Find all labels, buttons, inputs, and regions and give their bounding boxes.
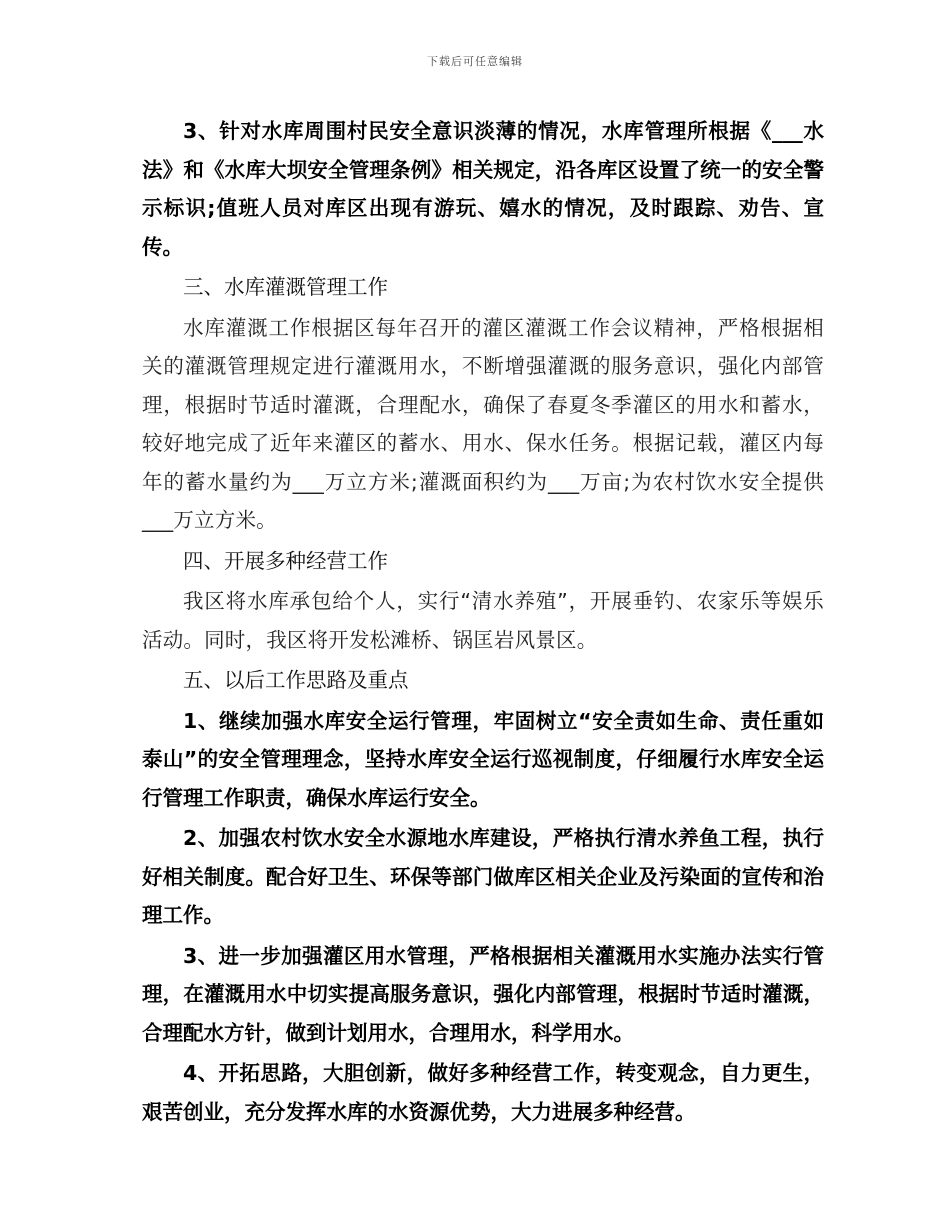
paragraph-irrigation-management: 水库灌溉工作根据区每年召开的灌区灌溉工作会议精神，严格根据相关的灌溉管理规定进行灌溉用水，不断增强灌溉的服务意识，强化内部管理，根据时节适时灌溉，合理配水，确保了春夏冬季灌区的用水和蓄水，较好地完成了近年来灌区的蓄水、用水、保水任务。根据记载，灌区内每年的蓄水量约为___万立方米;灌溉面积约为___万亩;为农村饮水安全提供___万立方米。 <box>142 315 824 532</box>
document-body <box>142 112 824 1133</box>
header-note: 下载后可任意编辑 <box>427 55 523 68</box>
paragraph-item-3-irrigation: 3、进一步加强灌区用水管理，严格根据相关灌溉用水实施办法实行管理，在灌溉用水中切实提高服务意识，强化内部管理，根据时节适时灌溉，合理配水方针，做到计划用水，合理用水，科学用水。 <box>142 943 824 1045</box>
paragraph-item-1-safety: 1、继续加强水库安全运行管理，牢固树立“安全责如生命、责任重如泰山”的安全管理理念，坚持水库安全运行巡视制度，仔细履行水库安全运行管理工作职责，确保水库运行安全。 <box>142 708 824 810</box>
paragraph-item-4-innovation: 4、开拓思路，大胆创新，做好多种经营工作，转变观念，自力更生，艰苦创业，充分发挥水库的水资源优势，大力进展多种经营。 <box>142 1061 824 1124</box>
section-heading-future-work: 五、以后工作思路及重点 <box>183 668 409 692</box>
section-heading-irrigation: 三、水库灌溉管理工作 <box>183 275 388 299</box>
paragraph-item-2-water-source: 2、加强农村饮水安全水源地水库建设，严格执行清水养鱼工程，执行好相关制度。配合好卫生、环保等部门做库区相关企业及污染面的宣传和治理工作。 <box>142 826 824 927</box>
section-heading-diversified-operations: 四、开展多种经营工作 <box>183 548 388 573</box>
paragraph-diversified-operations: 我区将水库承包给个人，实行“清水养殖”，开展垂钓、农家乐等娱乐活动。同时，我区将开发松滩桥、锅匡岩风景区。 <box>142 589 824 652</box>
paragraph-item-3-warning-signs: 3、针对水库周围村民安全意识淡薄的情况，水库管理所根据《___水法》和《水库大坝安全管理条例》相关规定，沿各库区设置了统一的安全警示标识;值班人员对库区出现有游玩、嬉水的情况，及时跟踪、劝告、宣传。 <box>142 119 824 259</box>
